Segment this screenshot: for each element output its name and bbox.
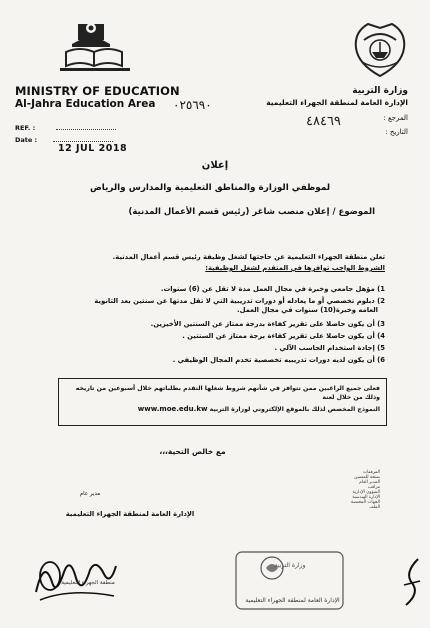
condition-item: 1) مؤهل جامعي وخبرة في مجال العمل مدة لا تقل عن (6) سنوات. xyxy=(160,285,385,293)
condition-item: 6) أن يكون لديه دورات تدريبيه تخصصية تخدم المجال الوظيفي . xyxy=(172,356,385,364)
condition-item: 5) إجادة استخدام الحاسب الآلي . xyxy=(274,344,385,352)
admin-label: الإدارة العامة لمنطقة الجهراء التعليمية xyxy=(65,510,195,518)
notice-line-1: فعلى جميع الراغبين ممن تتوافر في شأنهم شروط شغلها التقدم بطلباتهم خلال أسبوعين من تاريخه وذلك من خلال لعنة xyxy=(75,385,380,401)
ref-label: REF. : xyxy=(15,124,36,132)
website-link[interactable]: www.moe.edu.kw xyxy=(137,405,208,413)
stamp-area: الإدارة العامة لمنطقة الجهراء التعليمية xyxy=(245,597,340,604)
distribution-item: الإدارة الهندسية xyxy=(352,495,380,500)
distribution-item: الجهات المختصة xyxy=(350,500,380,505)
announcement-title: إعلان xyxy=(201,160,229,171)
date-label: Date : xyxy=(15,136,38,144)
condition-item: 2) دبلوم تخصصي أو ما يعادله أو دورات تدريبية التي لا تقل مدتها عن سنتين بعد الثانوية xyxy=(94,297,385,305)
ministry-logo-icon xyxy=(52,18,138,78)
stamp-ministry: وزارة التربية xyxy=(274,562,306,569)
distribution-list xyxy=(290,470,380,510)
area-name-en: Al-Jahra Education Area xyxy=(15,98,156,110)
ref-row xyxy=(15,122,116,132)
distribution-item: المدير العام xyxy=(359,480,380,485)
condition-item: العامه وخبرة(10) سنوات في مجال العمل. xyxy=(237,306,378,314)
date-dots xyxy=(53,134,113,142)
distribution-item: الشؤون الإدارية xyxy=(352,490,380,495)
conditions-heading: الشروط الواجب توافرها في المتقدم لشغل الوظيفية: xyxy=(205,264,385,272)
notice-line-2 xyxy=(62,405,380,415)
intro-text: تعلن منطقة الجهراء التعليمية عن حاجتها لشغل وظيفة رئيس قسم أعمال المدنية. xyxy=(112,253,385,261)
announcement-subject: الموضوع / إعلان منصب شاغر (رئيس قسم الأعمال المدنية) xyxy=(128,207,375,217)
ref-dots xyxy=(56,122,116,130)
initials-icon xyxy=(398,555,426,610)
announcement-subtitle: لموظفي الوزارة والمناطق التعليمية والمدارس والرياض xyxy=(89,183,331,193)
notice-line-2-text: النموذج المخصص لذلك بالموقع الإلكتروني لوزارة التربية xyxy=(209,406,380,413)
distribution-item: الملف xyxy=(369,505,380,510)
date-stamp: 12 JUL 2018 xyxy=(58,143,128,154)
kuwait-emblem-icon xyxy=(350,18,410,80)
ministry-name-en: MINISTRY OF EDUCATION xyxy=(15,84,180,98)
printed-number: ٠٢٥٦٩٠ xyxy=(173,98,212,112)
condition-item: 3) أن يكون حاصلا على تقرير كفاءة بدرجة ممتاز عن السنتين الأخيرين. xyxy=(150,320,385,328)
handwritten-ref: ٤٨٤٦٩ xyxy=(306,114,341,129)
ministry-name-ar: وزارة التربية xyxy=(352,86,408,96)
distribution-item: مراقب xyxy=(367,485,380,490)
distribution-item: المرفقات xyxy=(363,470,380,475)
area-name-ar: الإدارة العامة لمنطقة الجهراء التعليمية xyxy=(266,98,408,107)
manager-label: مدير عام xyxy=(79,491,101,497)
distribution-item: نسخة للمعنيين xyxy=(354,475,380,480)
condition-item: 4) أن يكون حاصلا على تقرير كفاءة برجة ممتاز عن السنتين . xyxy=(182,332,385,340)
ref-label-ar: المرجع : xyxy=(383,114,408,122)
greeting: مع خالص التحية،،، xyxy=(159,447,226,456)
date-label-ar: التاريخ : xyxy=(385,128,408,136)
signature-caption: منطقة الجهراء التعليمية xyxy=(61,580,115,586)
